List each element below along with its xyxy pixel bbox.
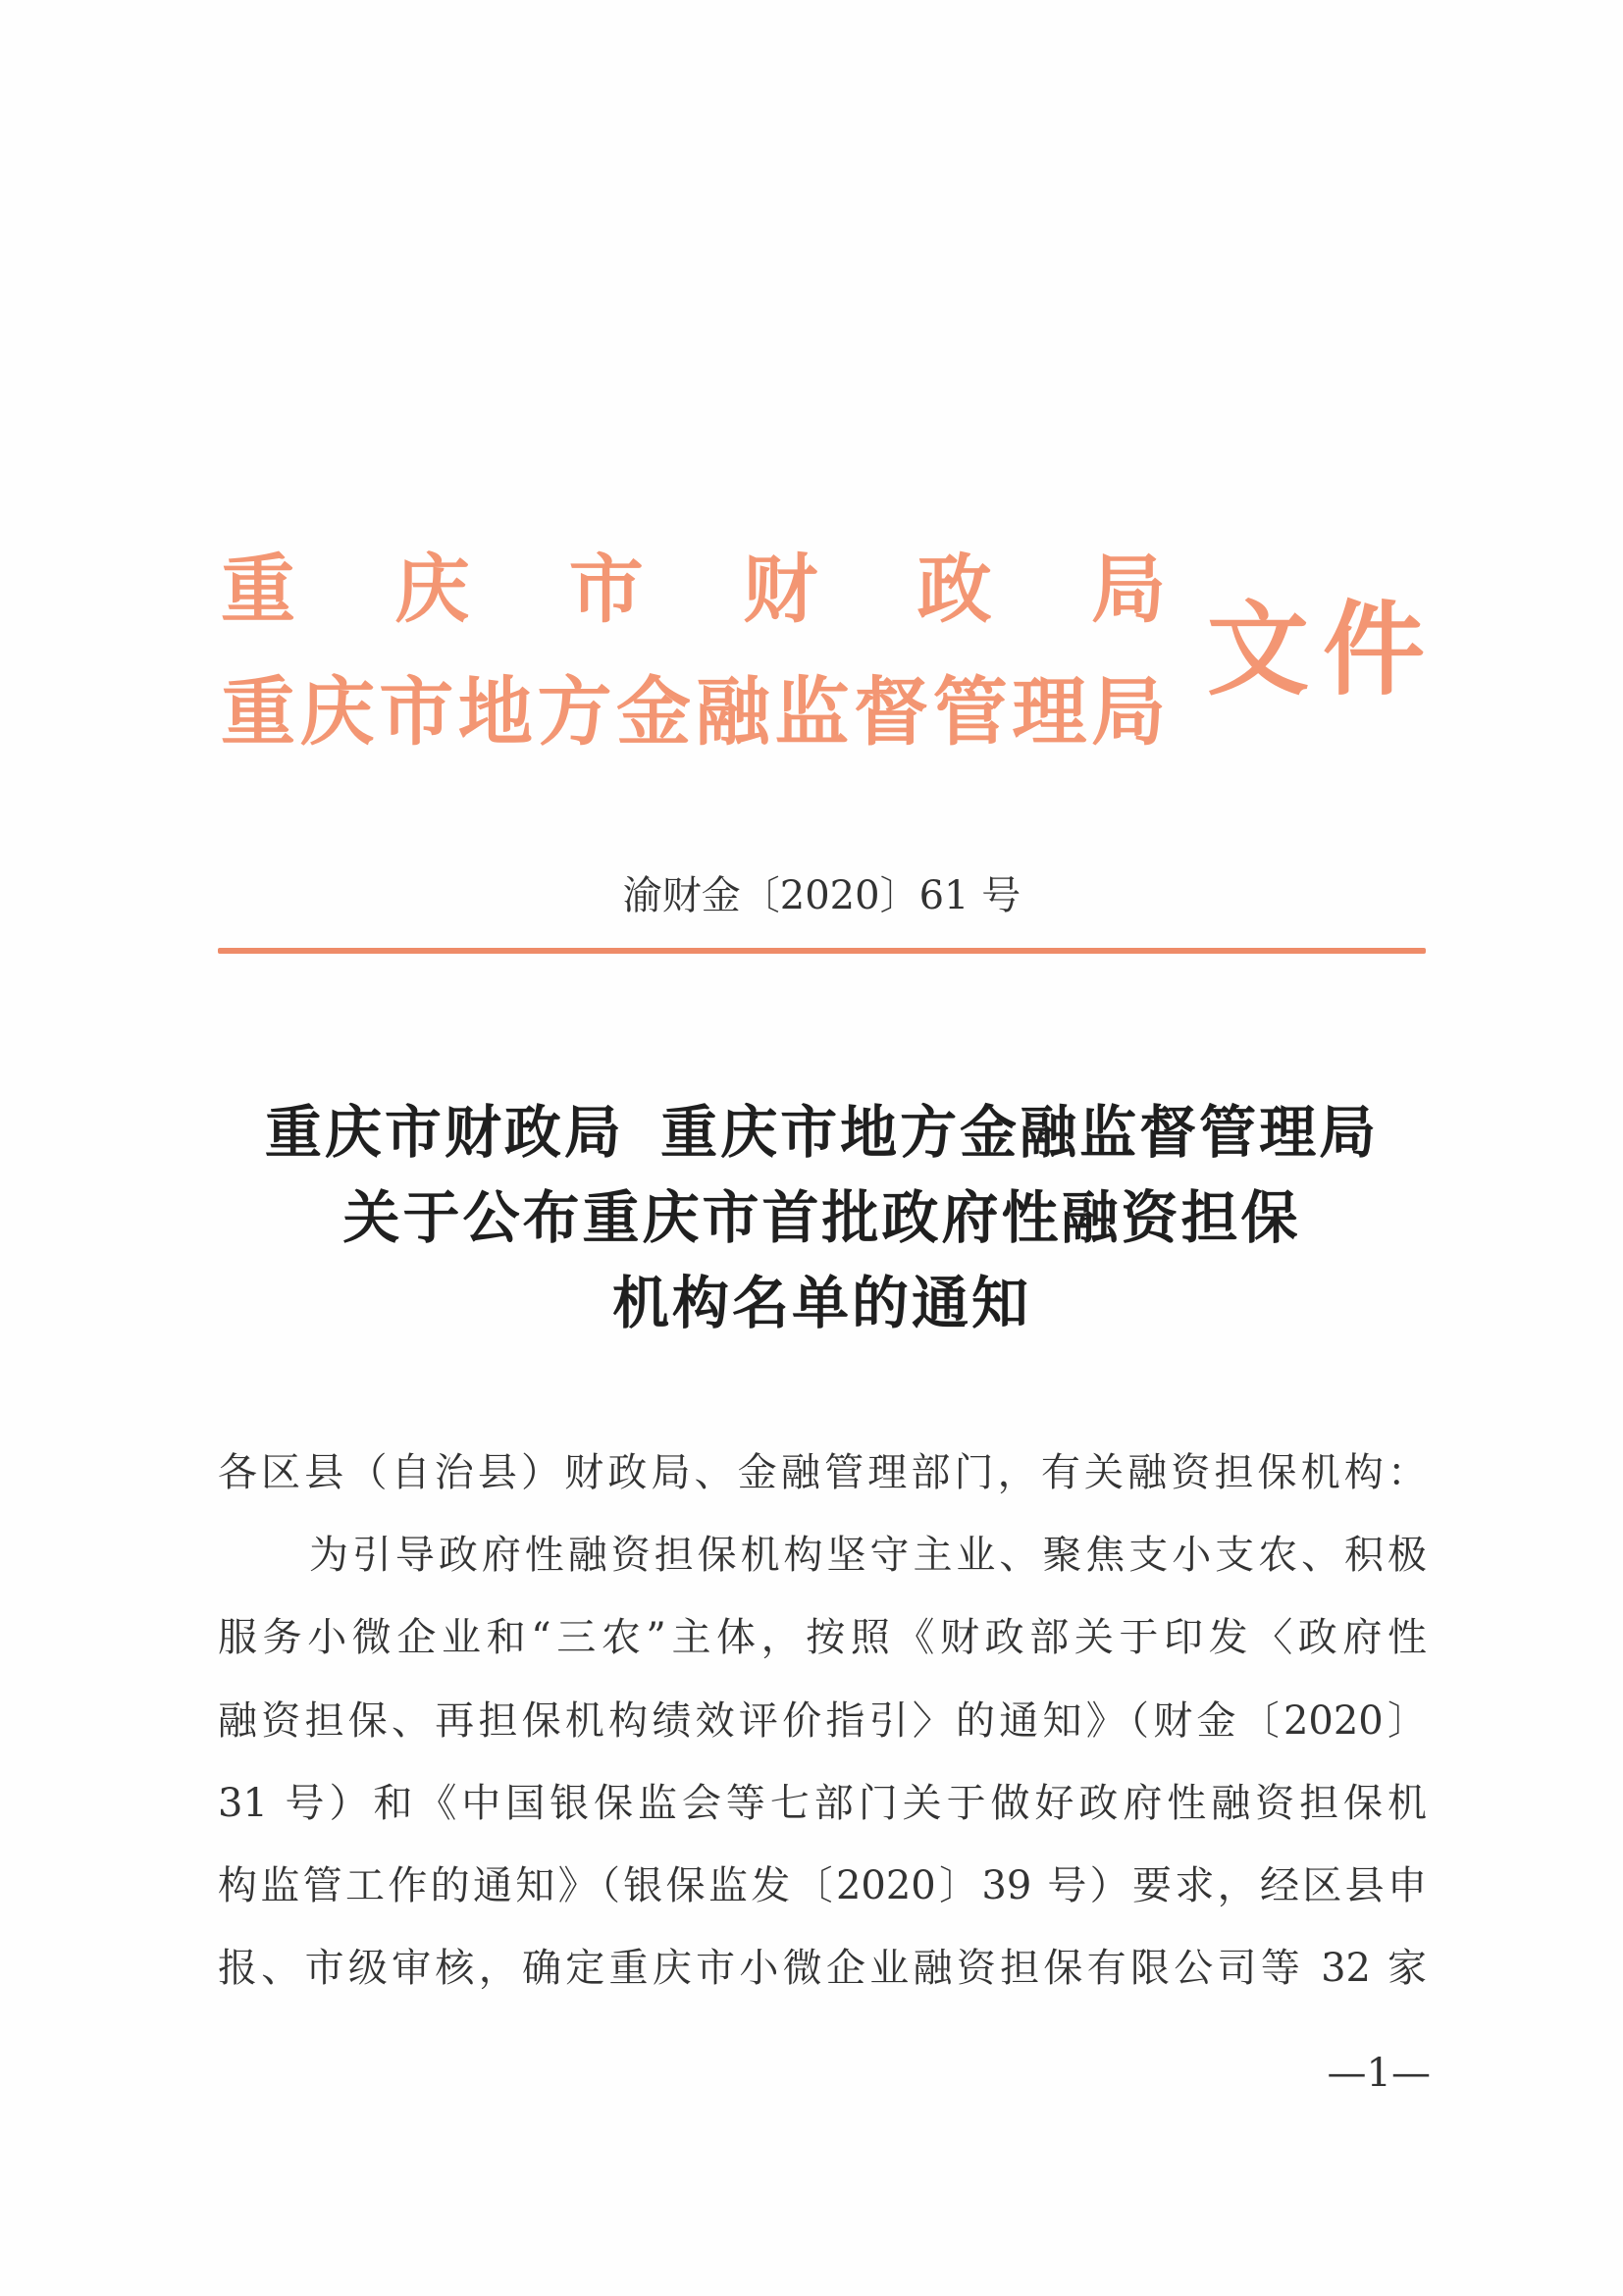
title-line: 关于公布重庆市首批政府性融资担保 [342, 1184, 1301, 1251]
body-line: 31 号）和《中国银保监会等七部门关于做好政府性融资担保机 [218, 1780, 1427, 1826]
body-line: 报、市级审核，确定重庆市小微企业融资担保有限公司等 32 家 [218, 1946, 1427, 1992]
body-line: 服务小微企业和“三农”主体，按照《财政部关于印发〈政府性 [218, 1615, 1427, 1661]
document-body [218, 1432, 1427, 2009]
document-title [218, 1090, 1426, 1346]
document-number: 渝财金〔2020〕61 号 [622, 873, 1021, 918]
body-line: 为引导政府性融资担保机构坚守主业、聚焦支小支农、积极 [309, 1533, 1427, 1579]
issuer-line-financial-regulatory-bureau: 重庆市地方金融监督管理局 [221, 668, 1166, 756]
salutation-line: 各区县（自治县）财政局、金融管理部门，有关融资担保机构： [218, 1450, 1427, 1495]
page-number: —1— [1327, 2051, 1431, 2096]
issuer-line-finance-bureau: 重 庆 市 财 政 局 [221, 546, 1166, 633]
body-line: 构监管工作的通知》（银保监发〔2020〕39 号）要求，经区县申 [218, 1862, 1427, 1908]
title-line: 重庆市财政局 重庆市地方金融监督管理局 [264, 1099, 1380, 1166]
red-separator-rule [218, 948, 1426, 954]
document-type-label: 文件 [1207, 591, 1425, 708]
title-line: 机构名单的通知 [611, 1270, 1031, 1336]
body-line: 融资担保、再担保机构绩效评价指引〉的通知》（财金〔2020〕 [218, 1697, 1427, 1744]
